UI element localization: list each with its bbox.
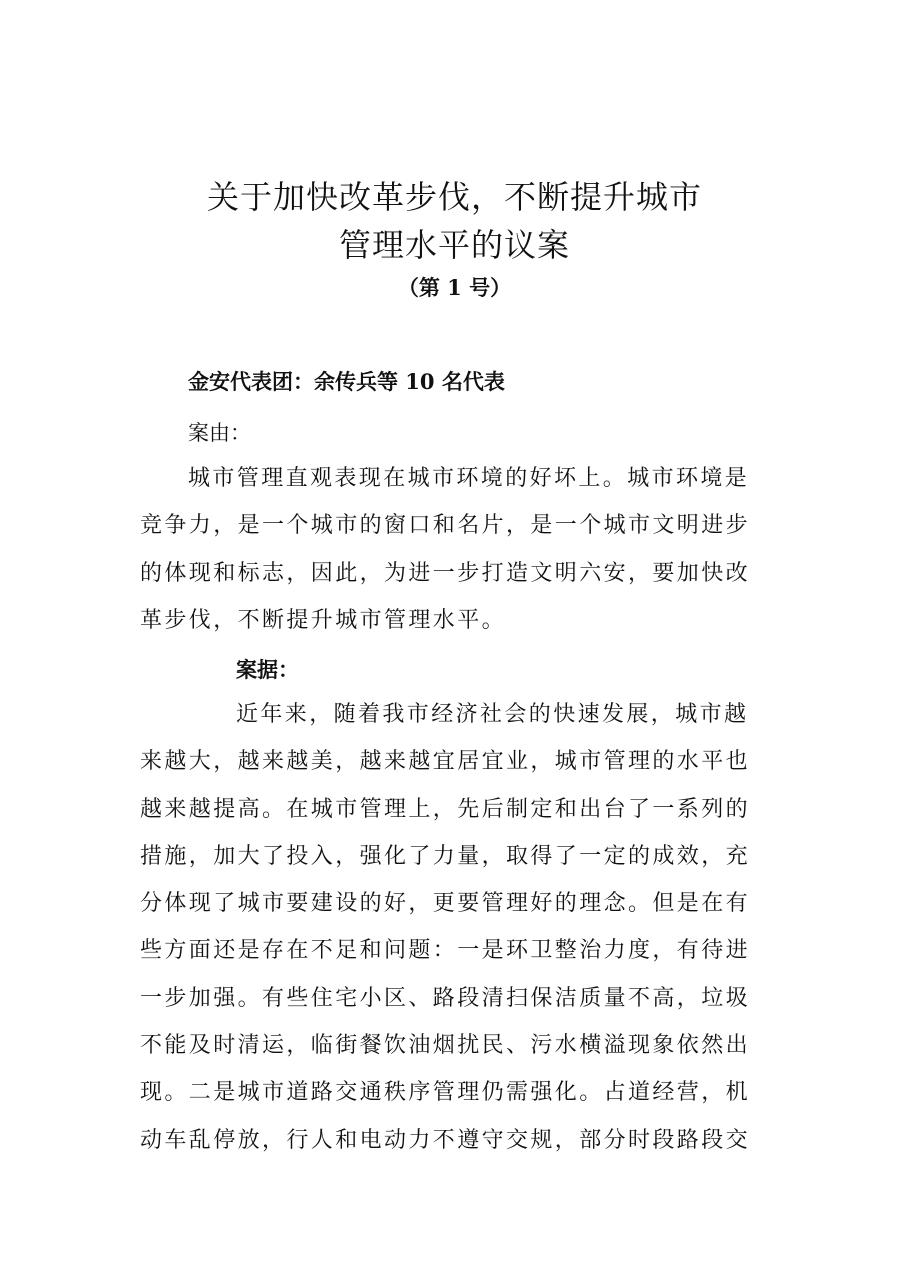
reason-paragraph bbox=[140, 455, 772, 644]
paragraph-line: 近年来，随着我市经济社会的快速发展，城市越 bbox=[236, 702, 749, 727]
delegation-line: 金安代表团：余传兵等 10 名代表 bbox=[188, 369, 505, 394]
paragraph-line: 城市管理直观表现在城市环境的好坏上。城市环境是 bbox=[188, 466, 750, 491]
paragraph-line: 些方面还是存在不足和问题：一是环卫整治力度，有待进 bbox=[140, 938, 751, 964]
paragraph-line: 革步伐，不断提升城市管理水平。 bbox=[140, 607, 507, 633]
paragraph-line: 动车乱停放，行人和电动力不遵守交规，部分时段路段交 bbox=[140, 1127, 751, 1153]
reason-label: 案由： bbox=[188, 421, 251, 445]
proposal-number: （第 1 号） bbox=[397, 275, 512, 300]
document-title-line-1: 关于加快改革步伐，不断提升城市 bbox=[206, 178, 702, 216]
paragraph-line: 现。二是城市道路交通秩序管理仍需强化。占道经营，机 bbox=[140, 1080, 751, 1106]
basis-label: 案据： bbox=[236, 657, 299, 682]
paragraph-line: 措施，加大了投入，强化了力量，取得了一定的成效，充 bbox=[140, 843, 751, 869]
paragraph-line: 的体现和标志，因此，为进一步打造文明六安，要加快改 bbox=[140, 560, 751, 586]
paragraph-line: 竞争力，是一个城市的窗口和名片，是一个城市文明进步 bbox=[140, 513, 751, 539]
basis-paragraph bbox=[140, 691, 772, 1164]
paragraph-line: 不能及时清运，临街餐饮油烟扰民、污水横溢现象依然出 bbox=[140, 1033, 751, 1059]
document-title-line-2: 管理水平的议案 bbox=[338, 226, 570, 264]
paragraph-line: 一步加强。有些住宅小区、路段清扫保洁质量不高，垃圾 bbox=[140, 985, 751, 1011]
paragraph-line: 分体现了城市要建设的好，更要管理好的理念。但是在有 bbox=[140, 891, 751, 917]
paragraph-line: 来越大，越来越美，越来越宜居宜业，城市管理的水平也 bbox=[140, 749, 751, 775]
paragraph-line: 越来越提高。在城市管理上，先后制定和出台了一系列的 bbox=[140, 796, 751, 822]
